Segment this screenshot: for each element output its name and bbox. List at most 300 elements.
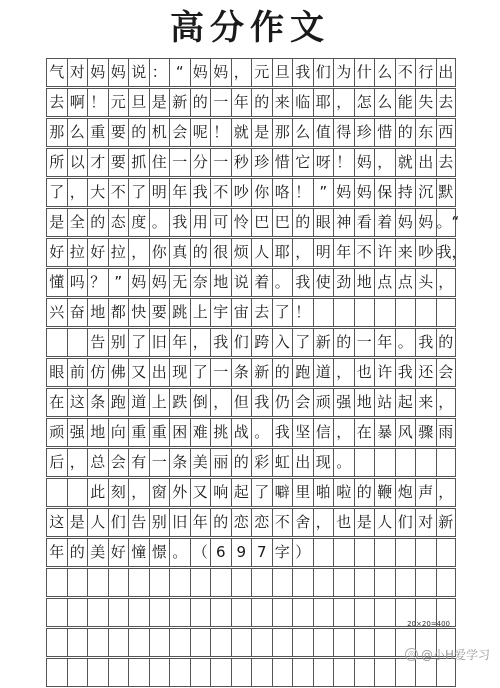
grid-cell: 了 xyxy=(272,299,293,326)
grid-cell: 憬 xyxy=(149,539,170,566)
grid-cell: 顽 xyxy=(313,389,334,416)
grid-cell: 地 xyxy=(87,419,108,446)
grid-cell: 美 xyxy=(87,539,108,566)
grid-cell: 耶 xyxy=(272,239,293,266)
grid-cell: ） xyxy=(292,539,313,566)
grid-cell: 6 xyxy=(210,539,231,566)
grid-cell: 就 xyxy=(395,149,416,176)
grid-cell: 能 xyxy=(395,89,416,116)
grid-cell: 所 xyxy=(46,149,67,176)
grid-cell: 珍 xyxy=(251,149,272,176)
grid-cell: 巴 xyxy=(251,209,272,236)
grid-cell: 地 xyxy=(210,269,231,296)
grid-cell: 新 xyxy=(251,359,272,386)
grid-cell xyxy=(436,569,457,596)
grid-cell xyxy=(374,299,395,326)
grid-cell xyxy=(87,659,108,686)
grid-row xyxy=(46,568,456,597)
grid-cell: 年 xyxy=(190,509,211,536)
grid-cell: 我 xyxy=(190,179,211,206)
grid-cell: 我 xyxy=(292,269,313,296)
grid-cell: 不 xyxy=(108,179,129,206)
grid-cell xyxy=(333,539,354,566)
grid-cell: 站 xyxy=(374,389,395,416)
grid-cell: 起 xyxy=(231,479,252,506)
grid-cell xyxy=(67,659,88,686)
grid-cell: 告 xyxy=(128,509,149,536)
grid-cell: 新 xyxy=(436,509,457,536)
grid-cell: 人 xyxy=(87,509,108,536)
grid-cell: 的 xyxy=(354,479,375,506)
grid-cell xyxy=(292,599,313,626)
grid-cell: 雨 xyxy=(436,419,457,446)
grid-cell: 告 xyxy=(87,329,108,356)
grid-cell: 的 xyxy=(395,119,416,146)
grid-cell: 不 xyxy=(395,59,416,86)
grid-cell: 出 xyxy=(436,59,457,86)
grid-cell: 说 xyxy=(231,269,252,296)
grid-cell: 头 xyxy=(415,269,436,296)
grid-cell: 虹 xyxy=(272,449,293,476)
grid-cell: 机 xyxy=(149,119,170,146)
grid-cell: 啊 xyxy=(67,89,88,116)
grid-cell: 舍 xyxy=(292,509,313,536)
grid-cell: 妈 xyxy=(128,269,149,296)
grid-cell: 道 xyxy=(313,359,334,386)
grid-cell: 妈 xyxy=(354,149,375,176)
grid-cell xyxy=(272,599,293,626)
grid-cell: 仍 xyxy=(272,389,293,416)
grid-cell xyxy=(415,449,436,476)
grid-cell xyxy=(149,659,170,686)
grid-cell: 恋 xyxy=(231,509,252,536)
grid-cell: 好 xyxy=(108,539,129,566)
grid-cell: 我 xyxy=(415,329,436,356)
grid-cell: ！ xyxy=(87,89,108,116)
grid-cell: 度 xyxy=(128,209,149,236)
grid-cell xyxy=(67,629,88,656)
grid-cell xyxy=(169,629,190,656)
grid-row xyxy=(46,118,456,147)
grid-cell: 坚 xyxy=(292,419,313,446)
grid-cell: 窗 xyxy=(149,479,170,506)
grid-cell xyxy=(436,449,457,476)
grid-cell: 出 xyxy=(149,359,170,386)
watermark-text: @小H爱学习 xyxy=(420,648,490,662)
grid-cell xyxy=(436,539,457,566)
grid-cell: ！ xyxy=(292,299,313,326)
grid-cell: 我 xyxy=(292,59,313,86)
grid-cell: 的 xyxy=(292,209,313,236)
grid-cell: 眼 xyxy=(313,209,334,236)
grid-cell: 的 xyxy=(128,119,149,146)
grid-cell: 了 xyxy=(292,329,313,356)
grid-cell xyxy=(272,629,293,656)
grid-cell xyxy=(415,659,436,686)
grid-cell: 呀 xyxy=(313,149,334,176)
grid-cell: ！ xyxy=(210,119,231,146)
grid-cell xyxy=(292,629,313,656)
grid-cell: 顽 xyxy=(46,419,67,446)
grid-cell: 一 xyxy=(210,149,231,176)
grid-cell: 都 xyxy=(108,299,129,326)
grid-cell xyxy=(231,569,252,596)
grid-cell: 用 xyxy=(190,209,211,236)
grid-cell xyxy=(46,629,67,656)
grid-cell: 是 xyxy=(46,209,67,236)
grid-cell: ， xyxy=(67,179,88,206)
grid-cell xyxy=(67,569,88,596)
grid-cell: 么 xyxy=(292,119,313,146)
grid-cell: 为 xyxy=(333,59,354,86)
grid-cell: 才 xyxy=(87,149,108,176)
grid-cell: 此 xyxy=(87,479,108,506)
grid-cell: 去 xyxy=(251,299,272,326)
grid-cell: 我 xyxy=(210,329,231,356)
grid-cell: ， xyxy=(313,509,334,536)
grid-cell: 失 xyxy=(415,89,436,116)
grid-cell: 住 xyxy=(149,149,170,176)
grid-cell: 后 xyxy=(46,449,67,476)
grid-cell xyxy=(374,539,395,566)
grid-cell: 佛 xyxy=(108,359,129,386)
grid-cell: 好 xyxy=(46,239,67,266)
grid-cell: 道 xyxy=(128,389,149,416)
grid-cell xyxy=(251,569,272,596)
grid-cell xyxy=(190,569,211,596)
grid-cell: 默 xyxy=(436,179,457,206)
grid-cell: 前 xyxy=(67,359,88,386)
grid-cell: 入 xyxy=(272,329,293,356)
grid-row xyxy=(46,358,456,387)
grid-cell: 年 xyxy=(231,89,252,116)
grid-cell: 们 xyxy=(231,329,252,356)
grid-cell: 年 xyxy=(374,329,395,356)
grid-cell xyxy=(67,329,88,356)
grid-cell: （ xyxy=(190,539,211,566)
grid-cell xyxy=(128,599,149,626)
grid-cell: 不 xyxy=(354,239,375,266)
grid-cell xyxy=(354,299,375,326)
grid-cell xyxy=(395,659,416,686)
grid-cell: 啪 xyxy=(313,479,334,506)
grid-cell: 了 xyxy=(46,179,67,206)
grid-cell: 又 xyxy=(128,359,149,386)
grid-cell: 妈 xyxy=(354,179,375,206)
grid-cell: 们 xyxy=(313,59,334,86)
grid-cell: 别 xyxy=(149,509,170,536)
grid-cell: 的 xyxy=(87,209,108,236)
grid-cell: 的 xyxy=(436,329,457,356)
grid-cell xyxy=(313,629,334,656)
grid-cell: 倒 xyxy=(190,389,211,416)
grid-cell: 许 xyxy=(374,359,395,386)
grid-cell: 快 xyxy=(128,299,149,326)
grid-cell: 噼 xyxy=(272,479,293,506)
grid-cell: 了 xyxy=(128,179,149,206)
page-title: 高分作文 xyxy=(170,8,330,48)
grid-row xyxy=(46,478,456,507)
grid-cell: 么 xyxy=(67,119,88,146)
grid-cell: ： xyxy=(149,59,170,86)
grid-cell: 不 xyxy=(272,509,293,536)
grid-cell: 我 xyxy=(395,359,416,386)
grid-cell: 旦 xyxy=(128,89,149,116)
grid-cell xyxy=(374,449,395,476)
grid-cell: ， xyxy=(333,419,354,446)
grid-cell: 以 xyxy=(67,149,88,176)
grid-cell: 元 xyxy=(108,89,129,116)
grid-cell xyxy=(436,299,457,326)
grid-cell: 起 xyxy=(395,389,416,416)
watermark-logo-icon: ◎ xyxy=(405,648,418,661)
grid-cell: 彩 xyxy=(251,449,272,476)
grid-cell: 们 xyxy=(108,509,129,536)
grid-cell: 但 xyxy=(231,389,252,416)
grid-cell xyxy=(46,599,67,626)
grid-cell xyxy=(210,629,231,656)
grid-cell xyxy=(395,299,416,326)
grid-cell: ？ xyxy=(87,269,108,296)
grid-cell: 西 xyxy=(436,119,457,146)
grid-cell: 元 xyxy=(251,59,272,86)
grid-cell: 吵 xyxy=(415,239,436,266)
grid-cell: 点 xyxy=(395,269,416,296)
grid-cell xyxy=(354,539,375,566)
grid-cell: ， xyxy=(67,449,88,476)
grid-cell: 重 xyxy=(149,419,170,446)
grid-cell: 好 xyxy=(87,239,108,266)
grid-cell: 人 xyxy=(374,509,395,536)
grid-cell: 秒 xyxy=(231,149,252,176)
grid-cell: “ xyxy=(169,59,190,86)
grid-cell: 吵 xyxy=(231,179,252,206)
grid-cell: 你 xyxy=(251,179,272,206)
grid-cell: ， xyxy=(374,149,395,176)
composition-grid-paper xyxy=(46,58,467,688)
grid-cell: 大 xyxy=(87,179,108,206)
grid-cell: 拉 xyxy=(67,239,88,266)
grid-row xyxy=(46,208,460,237)
grid-cell xyxy=(231,659,252,686)
grid-cell xyxy=(169,599,190,626)
grid-cell: 我 xyxy=(169,209,190,236)
grid-cell xyxy=(333,599,354,626)
grid-cell: 炮 xyxy=(395,479,416,506)
grid-cell: 使 xyxy=(313,269,334,296)
grid-cell: 惜 xyxy=(272,149,293,176)
grid-cell: 来 xyxy=(395,239,416,266)
grid-cell: 我， xyxy=(436,239,457,266)
grid-cell: 妈 xyxy=(333,179,354,206)
grid-cell: 要 xyxy=(108,119,129,146)
grid-cell: 旧 xyxy=(169,509,190,536)
grid-cell xyxy=(251,629,272,656)
grid-cell: 。 xyxy=(333,449,354,476)
grid-cell: ” xyxy=(313,179,334,206)
grid-cell: 风 xyxy=(395,419,416,446)
grid-cell: 懂 xyxy=(46,269,67,296)
grid-cell: 年 xyxy=(169,329,190,356)
grid-cell: 会 xyxy=(436,359,457,386)
grid-cell: 要 xyxy=(149,299,170,326)
grid-cell xyxy=(46,569,67,596)
grid-cell: 明 xyxy=(149,179,170,206)
grid-cell: 。“ xyxy=(436,209,457,236)
grid-cell: 条 xyxy=(231,359,252,386)
grid-cell: 了 xyxy=(251,479,272,506)
grid-cell: 去 xyxy=(436,149,457,176)
grid-cell: 的 xyxy=(231,449,252,476)
grid-cell: 9 xyxy=(231,539,252,566)
grid-cell: 的 xyxy=(272,359,293,386)
grid-cell: 年 xyxy=(46,539,67,566)
grid-row xyxy=(46,598,456,627)
grid-cell: 妈 xyxy=(149,269,170,296)
grid-cell: 吗 xyxy=(67,269,88,296)
grid-cell: 无 xyxy=(169,269,190,296)
grid-cell xyxy=(436,659,457,686)
grid-cell: 了 xyxy=(128,329,149,356)
grid-cell: 跌 xyxy=(169,389,190,416)
grid-cell: 会 xyxy=(169,119,190,146)
grid-cell xyxy=(333,659,354,686)
grid-cell: 你 xyxy=(149,239,170,266)
grid-cell xyxy=(210,659,231,686)
grid-cell: 响 xyxy=(210,479,231,506)
grid-cell: 上 xyxy=(190,299,211,326)
grid-cell: 一 xyxy=(210,89,231,116)
grid-cell xyxy=(313,539,334,566)
grid-cell: 是 xyxy=(67,509,88,536)
grid-cell: 耶 xyxy=(313,89,334,116)
grid-cell xyxy=(374,629,395,656)
grid-cell: 重 xyxy=(128,419,149,446)
grid-cell: ， xyxy=(292,239,313,266)
grid-cell: 总 xyxy=(87,449,108,476)
grid-cell: 在 xyxy=(354,419,375,446)
grid-cell xyxy=(395,539,416,566)
grid-cell: 行 xyxy=(415,59,436,86)
grid-cell: 惜 xyxy=(374,119,395,146)
grid-cell: 跑 xyxy=(108,389,129,416)
grid-cell: 抓 xyxy=(128,149,149,176)
grid-cell: 向 xyxy=(108,419,129,446)
grid-cell: 会 xyxy=(292,389,313,416)
grid-cell: ， xyxy=(128,479,149,506)
grid-cell: 人 xyxy=(251,239,272,266)
grid-cell: ， xyxy=(210,389,231,416)
grid-cell: 什 xyxy=(354,59,375,86)
grid-cell: 旧 xyxy=(149,329,170,356)
grid-row xyxy=(46,538,456,567)
grid-cell: 这 xyxy=(67,389,88,416)
grid-cell xyxy=(46,479,67,506)
grid-cell: 得 xyxy=(333,119,354,146)
grid-cell xyxy=(231,629,252,656)
grid-cell: 是 xyxy=(149,89,170,116)
grid-cell: 旦 xyxy=(272,59,293,86)
grid-cell: 。 xyxy=(272,269,293,296)
grid-cell: 临 xyxy=(292,89,313,116)
grid-cell: 气 xyxy=(46,59,67,86)
grid-cell: 妈 xyxy=(395,209,416,236)
grid-cell xyxy=(313,299,334,326)
grid-cell: 不 xyxy=(210,179,231,206)
grid-cell: 啦 xyxy=(333,479,354,506)
grid-cell xyxy=(67,599,88,626)
grid-cell: 困 xyxy=(169,419,190,446)
grid-cell xyxy=(313,659,334,686)
grid-cell: 。 xyxy=(169,539,190,566)
grid-cell: 说 xyxy=(128,59,149,86)
grid-cell: 是 xyxy=(251,119,272,146)
grid-cell xyxy=(108,629,129,656)
grid-cell: 奋 xyxy=(67,299,88,326)
grid-cell xyxy=(354,659,375,686)
grid-cell: 么 xyxy=(374,59,395,86)
grid-cell: 妈 xyxy=(415,209,436,236)
grid-row xyxy=(46,58,456,87)
grid-cell: 年 xyxy=(169,179,190,206)
grid-cell: 有 xyxy=(128,449,149,476)
grid-cell: ， xyxy=(436,479,457,506)
grid-cell: 的 xyxy=(190,239,211,266)
grid-cell: 妈 xyxy=(108,59,129,86)
grid-cell: 强 xyxy=(333,389,354,416)
grid-cell: 态 xyxy=(108,209,129,236)
grid-cell: 我 xyxy=(251,389,272,416)
grid-row xyxy=(46,298,456,327)
grid-cell xyxy=(292,659,313,686)
grid-cell: 烦 xyxy=(231,239,252,266)
grid-cell: 妈 xyxy=(210,59,231,86)
grid-cell: 地 xyxy=(354,269,375,296)
grid-cell: 的 xyxy=(210,509,231,536)
grid-cell xyxy=(87,629,108,656)
grid-cell: 外 xyxy=(169,479,190,506)
grid-cell: 的 xyxy=(251,89,272,116)
grid-cell: 妈 xyxy=(190,59,211,86)
grid-cell: 了 xyxy=(190,359,211,386)
grid-cell: 跳 xyxy=(169,299,190,326)
grid-cell: 眼 xyxy=(46,359,67,386)
grid-cell xyxy=(108,659,129,686)
grid-cell xyxy=(149,599,170,626)
grid-cell: 兴 xyxy=(46,299,67,326)
grid-cell: ， xyxy=(128,239,149,266)
grid-cell: 宙 xyxy=(231,299,252,326)
grid-cell: 会 xyxy=(108,449,129,476)
grid-cell: 7 xyxy=(251,539,272,566)
grid-cell: 们 xyxy=(395,509,416,536)
grid-cell: 一 xyxy=(354,329,375,356)
grid-cell: 骤 xyxy=(415,419,436,446)
grid-cell: 刻 xyxy=(108,479,129,506)
grid-cell: 恋 xyxy=(251,509,272,536)
grid-cell: 暴 xyxy=(374,419,395,446)
grid-row xyxy=(46,88,456,117)
grid-cell: 拉 xyxy=(108,239,129,266)
grid-cell: 憧 xyxy=(128,539,149,566)
grid-cell xyxy=(251,599,272,626)
grid-cell: 仿 xyxy=(87,359,108,386)
grid-cell: ， xyxy=(436,269,457,296)
grid-cell: ” xyxy=(108,269,129,296)
grid-cell xyxy=(169,659,190,686)
grid-cell: 咯 xyxy=(272,179,293,206)
grid-cell: 沉 xyxy=(415,179,436,206)
